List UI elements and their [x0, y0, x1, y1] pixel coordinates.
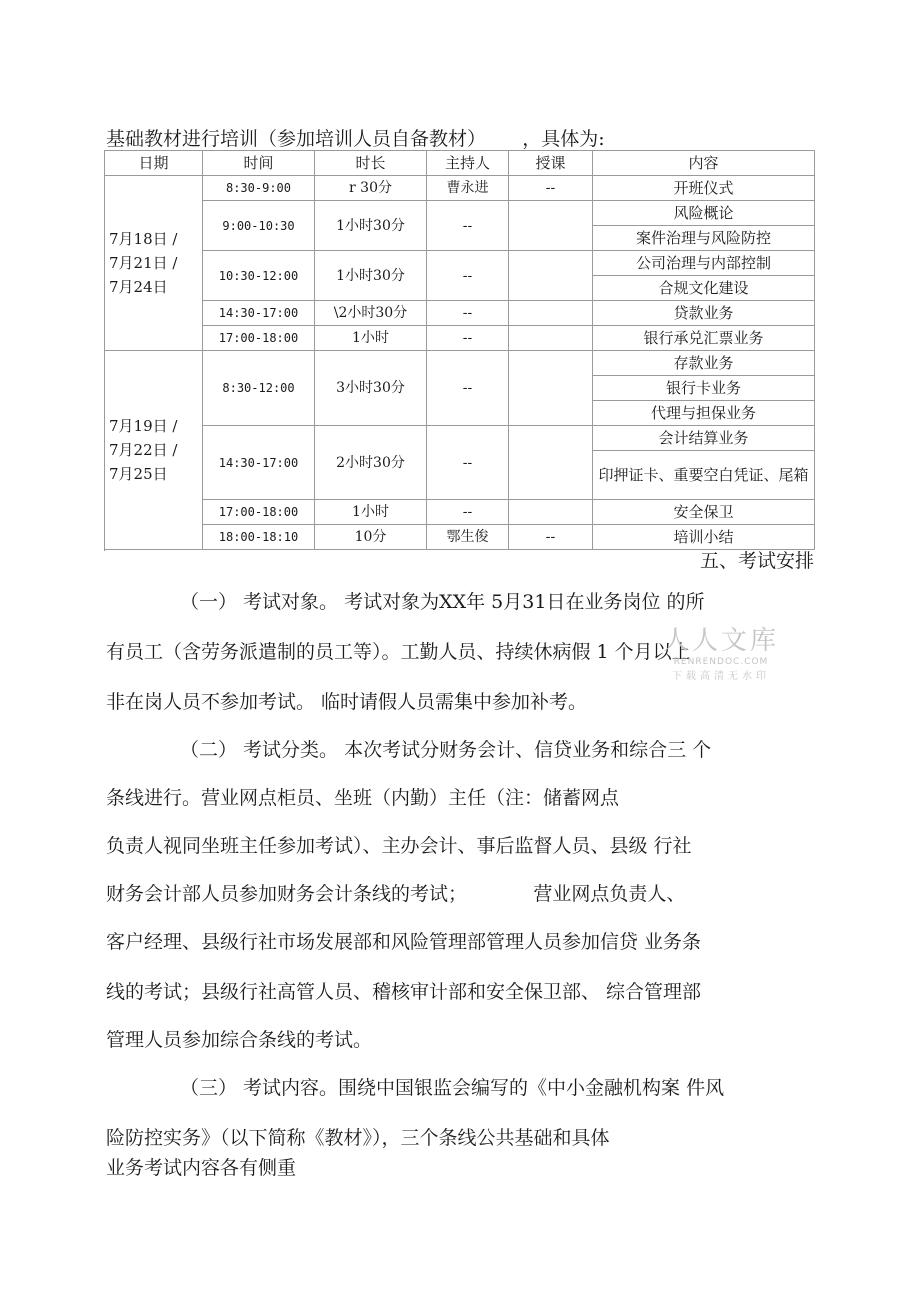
header-date: 日期	[105, 151, 203, 176]
host-cell: --	[427, 351, 509, 426]
table-row	[105, 351, 815, 376]
content-cell: 合规文化建设	[593, 276, 815, 301]
duration-cell: 3小时30分	[315, 351, 427, 426]
duration-cell: \2小时30分	[315, 301, 427, 326]
paragraph-line: （一） 考试对象。 考试对象为XX年 5月31日在业务岗位 的所	[180, 591, 705, 613]
time-cell: 18:00-18:10	[203, 525, 315, 550]
content-cell: 公司治理与内部控制	[593, 251, 815, 276]
date-cell	[105, 176, 203, 351]
paragraph-line: 有员工（含劳务派遣制的员工等）。工勤人员、持续休病假 1 个月以上	[106, 641, 691, 663]
training-schedule-table	[104, 150, 815, 550]
header-time: 时间	[203, 151, 315, 176]
content-cell: 印押证卡、重要空白凭证、尾箱	[593, 451, 815, 500]
host-cell: --	[427, 326, 509, 351]
paragraph-line: 负责人视同坐班主任参加考试）、主办会计、事后监督人员、县级 行社	[106, 835, 692, 857]
duration-cell: 1小时30分	[315, 251, 427, 301]
paragraph-line: 财务会计部人员参加财务会计条线的考试； 营业网点负责人、	[106, 883, 686, 905]
header-content: 内容	[593, 151, 815, 176]
date-line: 7月25日	[109, 465, 168, 483]
paragraph-line: 条线进行。营业网点柜员、坐班（内勤）主任（注：储蓄网点	[106, 787, 620, 809]
time-cell: 10:30-12:00	[203, 251, 315, 301]
header-duration: 时长	[315, 151, 427, 176]
time-cell: 8:30-12:00	[203, 351, 315, 426]
host-cell: 鄂生俊	[427, 525, 509, 550]
content-cell: 银行卡业务	[593, 376, 815, 401]
duration-cell: r 30分	[315, 176, 427, 201]
teacher-cell	[509, 301, 593, 326]
date-line: 7月24日	[109, 278, 168, 296]
duration-cell: 1小时	[315, 326, 427, 351]
teacher-cell	[509, 500, 593, 525]
watermark-url: RENRENDOC.COM	[673, 657, 769, 667]
table-row	[105, 201, 815, 226]
teacher-cell	[509, 326, 593, 351]
table-row	[105, 500, 815, 525]
host-cell: --	[427, 426, 509, 500]
teacher-cell	[509, 201, 593, 251]
content-cell: 代理与担保业务	[593, 401, 815, 426]
teacher-cell	[509, 251, 593, 301]
date-cell	[105, 351, 203, 550]
content-cell: 银行承兑汇票业务	[593, 326, 815, 351]
intro-line: 基础教材进行培训（参加培训人员自备教材） ，具体为:	[106, 128, 605, 150]
paragraph-line: 线的考试；县级行社高管人员、稽核审计部和安全保卫部、 综合管理部	[106, 981, 702, 1003]
table-header-row	[105, 151, 815, 176]
date-line: 7月21日 /	[109, 254, 178, 272]
host-cell: --	[427, 500, 509, 525]
time-cell: 17:00-18:00	[203, 326, 315, 351]
table-row	[105, 301, 815, 326]
date-line: 7月19日 /	[109, 417, 178, 435]
duration-cell: 1小时30分	[315, 201, 427, 251]
teacher-cell	[509, 351, 593, 426]
table-row	[105, 176, 815, 201]
host-cell: --	[427, 201, 509, 251]
time-cell: 14:30-17:00	[203, 301, 315, 326]
watermark-logo-text: 人人文库	[662, 626, 779, 656]
duration-cell: 2小时30分	[315, 426, 427, 500]
paragraph-line: 业务考试内容各有侧重	[106, 1157, 297, 1179]
paragraph-line: 客户经理、县级行社市场发展部和风险管理部管理人员参加信贷 业务条	[106, 931, 702, 953]
time-cell: 17:00-18:00	[203, 500, 315, 525]
watermark-subtitle: 下载高清无水印	[672, 671, 770, 682]
duration-cell: 1小时	[315, 500, 427, 525]
paragraph-line: 非在岗人员不参加考试。 临时请假人员需集中参加补考。	[106, 691, 588, 713]
teacher-cell: --	[509, 176, 593, 201]
time-cell: 14:30-17:00	[203, 426, 315, 500]
content-cell: 安全保卫	[593, 500, 815, 525]
table-row	[105, 426, 815, 451]
teacher-cell	[509, 426, 593, 500]
paragraph-line: 险防控实务》（以下简称《教材》），三个条线公共基础和具体	[106, 1127, 610, 1149]
content-cell: 存款业务	[593, 351, 815, 376]
content-cell: 会计结算业务	[593, 426, 815, 451]
paragraph-line: （二） 考试分类。 本次考试分财务会计、信贷业务和综合三 个	[180, 739, 712, 761]
teacher-cell: --	[509, 525, 593, 550]
paragraph-line: 管理人员参加综合条线的考试。	[106, 1029, 373, 1051]
content-cell: 开班仪式	[593, 176, 815, 201]
content-cell: 风险概论	[593, 201, 815, 226]
header-teacher: 授课	[509, 151, 593, 176]
paragraph-line: （三） 考试内容。围绕中国银监会编写的《中小金融机构案 件风	[180, 1077, 725, 1099]
time-cell: 8:30-9:00	[203, 176, 315, 201]
host-cell: --	[427, 251, 509, 301]
duration-cell: 10分	[315, 525, 427, 550]
content-cell: 贷款业务	[593, 301, 815, 326]
date-line: 7月18日 /	[109, 230, 178, 248]
time-cell: 9:00-10:30	[203, 201, 315, 251]
content-cell: 培训小结	[593, 525, 815, 550]
header-host: 主持人	[427, 151, 509, 176]
table-row	[105, 326, 815, 351]
date-line: 7月22日 /	[109, 441, 178, 459]
host-cell: 曹永进	[427, 176, 509, 201]
section-title: 五、考试安排	[699, 550, 814, 572]
content-cell: 案件治理与风险防控	[593, 226, 815, 251]
table-row	[105, 251, 815, 276]
host-cell: --	[427, 301, 509, 326]
